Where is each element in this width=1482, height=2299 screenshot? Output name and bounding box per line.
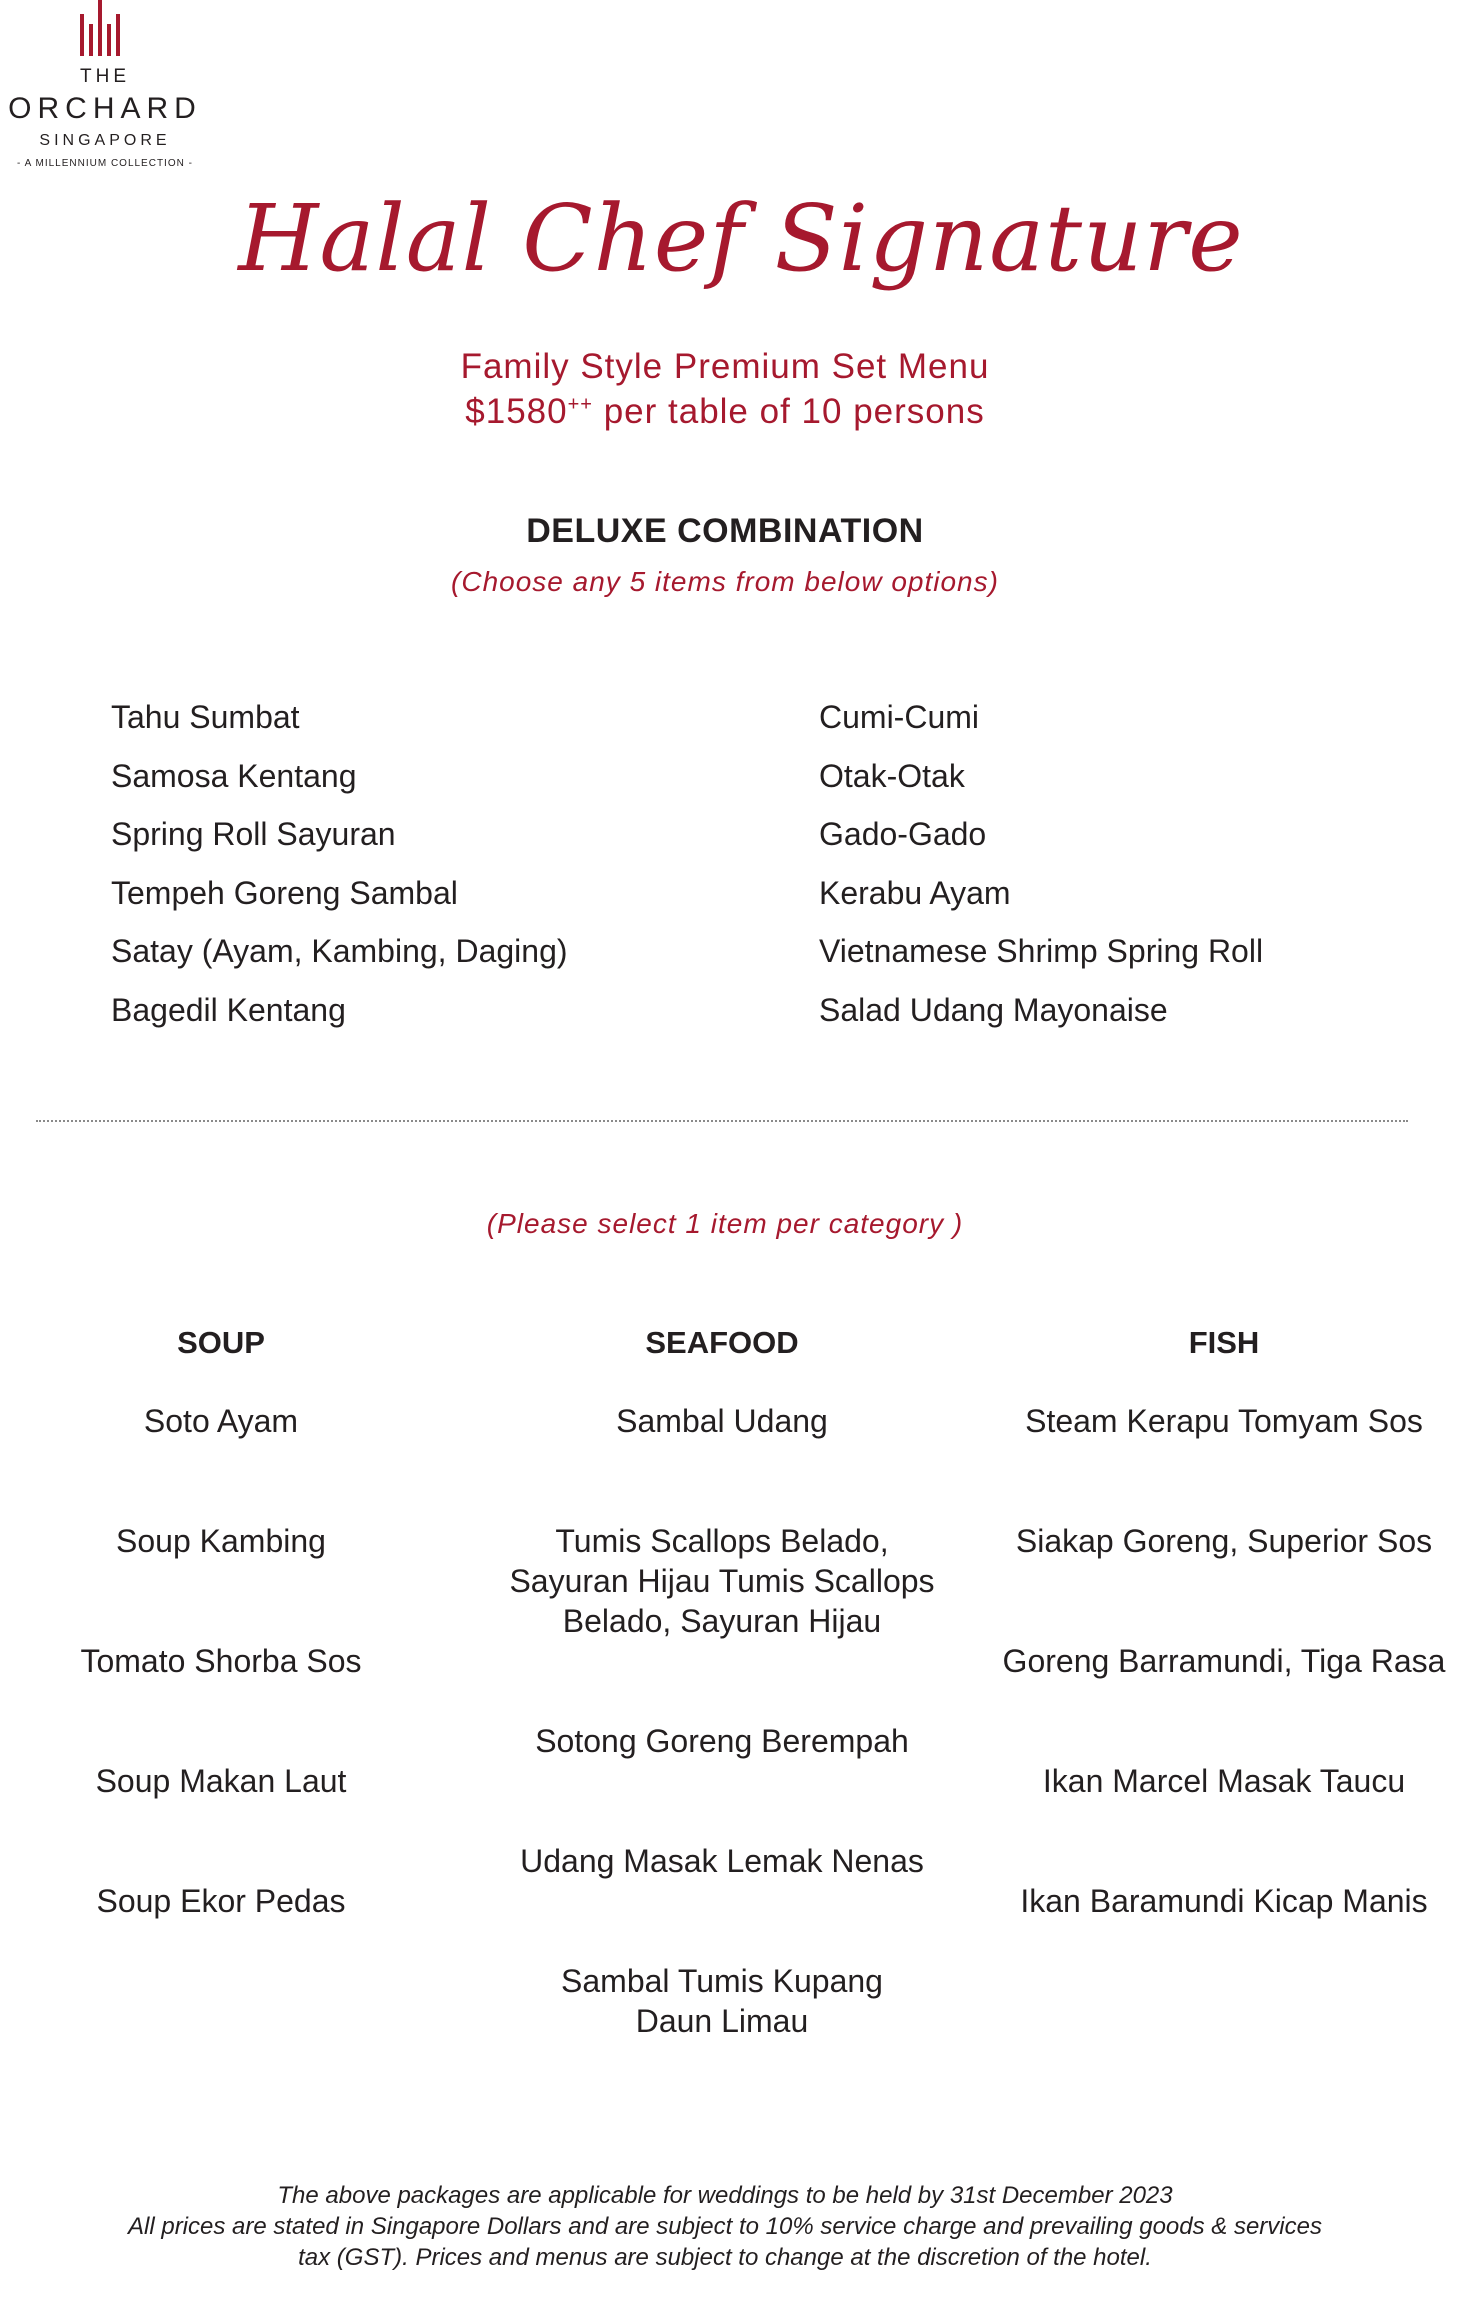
deluxe-heading: DELUXE COMBINATION xyxy=(526,512,924,550)
soup-item: Soup Makan Laut xyxy=(95,1763,347,1799)
footer-line-2: All prices are stated in Singapore Dollars and are subject to 10% service charge and prevailing goods & services xyxy=(128,2213,1322,2240)
seafood-item: Tumis Scallops Belado, Sayuran Hijau Tumis Scallops Belado, Sayuran Hijau xyxy=(509,1523,935,1639)
seafood-heading: SEAFOOD xyxy=(645,1325,799,1360)
soup-heading: SOUP xyxy=(177,1325,265,1360)
menu-price xyxy=(0,392,1450,432)
fish-item: Goreng Barramundi, Tiga Rasa xyxy=(1002,1643,1446,1679)
soup-item: Tomato Shorba Sos xyxy=(80,1643,362,1679)
hotel-logo xyxy=(0,0,210,175)
page-title: Halal Chef Signature xyxy=(238,185,1244,292)
price-amount: $1580 xyxy=(465,392,568,431)
footer-line-1: The above packages are applicable for weddings to be held by 31st December 2023 xyxy=(277,2182,1173,2209)
soup-item: Soup Kambing xyxy=(116,1523,326,1559)
logo-singapore: SINGAPORE xyxy=(39,132,171,149)
seafood-item: Sambal Udang xyxy=(616,1403,828,1439)
soup-item: Soup Ekor Pedas xyxy=(96,1883,346,1919)
list-item: Otak-Otak xyxy=(819,757,965,794)
fish-heading: FISH xyxy=(1188,1325,1260,1360)
orchard-bars-logo-icon xyxy=(78,0,122,58)
deluxe-left-list xyxy=(111,695,711,1046)
logo-collection: - A MILLENNIUM COLLECTION - xyxy=(17,158,193,169)
menu-subtitle: Family Style Premium Set Menu xyxy=(460,347,990,386)
list-item: Tempeh Goreng Sambal xyxy=(111,874,458,911)
list-item: Cumi-Cumi xyxy=(819,699,979,735)
list-item: Vietnamese Shrimp Spring Roll xyxy=(819,933,1264,969)
category-note: (Please select 1 item per category ) xyxy=(486,1208,964,1239)
list-item: Kerabu Ayam xyxy=(819,874,1011,911)
list-item: Bagedil Kentang xyxy=(111,991,346,1028)
soup-item: Soto Ayam xyxy=(143,1403,299,1439)
deluxe-note: (Choose any 5 items from below options) xyxy=(451,566,999,597)
list-item: Satay (Ayam, Kambing, Daging) xyxy=(111,933,568,969)
footer-line-3: tax (GST). Prices and menus are subject to change at the discretion of the hotel. xyxy=(298,2244,1152,2271)
deluxe-right-list xyxy=(819,695,1419,1046)
price-rest: per table of 10 persons xyxy=(592,392,985,431)
logo-orchard: ORCHARD xyxy=(8,92,202,125)
seafood-item: Udang Masak Lemak Nenas xyxy=(520,1843,924,1879)
seafood-item: Sotong Goreng Berempah xyxy=(535,1723,909,1759)
fish-item: Ikan Marcel Masak Taucu xyxy=(1042,1763,1406,1799)
fish-item: Steam Kerapu Tomyam Sos xyxy=(1025,1403,1423,1439)
fish-item: Ikan Baramundi Kicap Manis xyxy=(1020,1883,1428,1919)
list-item: Gado-Gado xyxy=(819,816,987,852)
list-item: Salad Udang Mayonaise xyxy=(819,991,1168,1028)
price-suffix: ++ xyxy=(567,393,593,416)
fish-item: Siakap Goreng, Superior Sos xyxy=(1015,1523,1433,1559)
list-item: Samosa Kentang xyxy=(111,757,357,794)
list-item: Tahu Sumbat xyxy=(111,699,300,735)
list-item: Spring Roll Sayuran xyxy=(111,816,396,852)
logo-the: THE xyxy=(80,66,130,87)
seafood-item: Sambal Tumis Kupang Daun Limau xyxy=(561,1963,883,2039)
dotted-divider xyxy=(36,1120,1408,1122)
